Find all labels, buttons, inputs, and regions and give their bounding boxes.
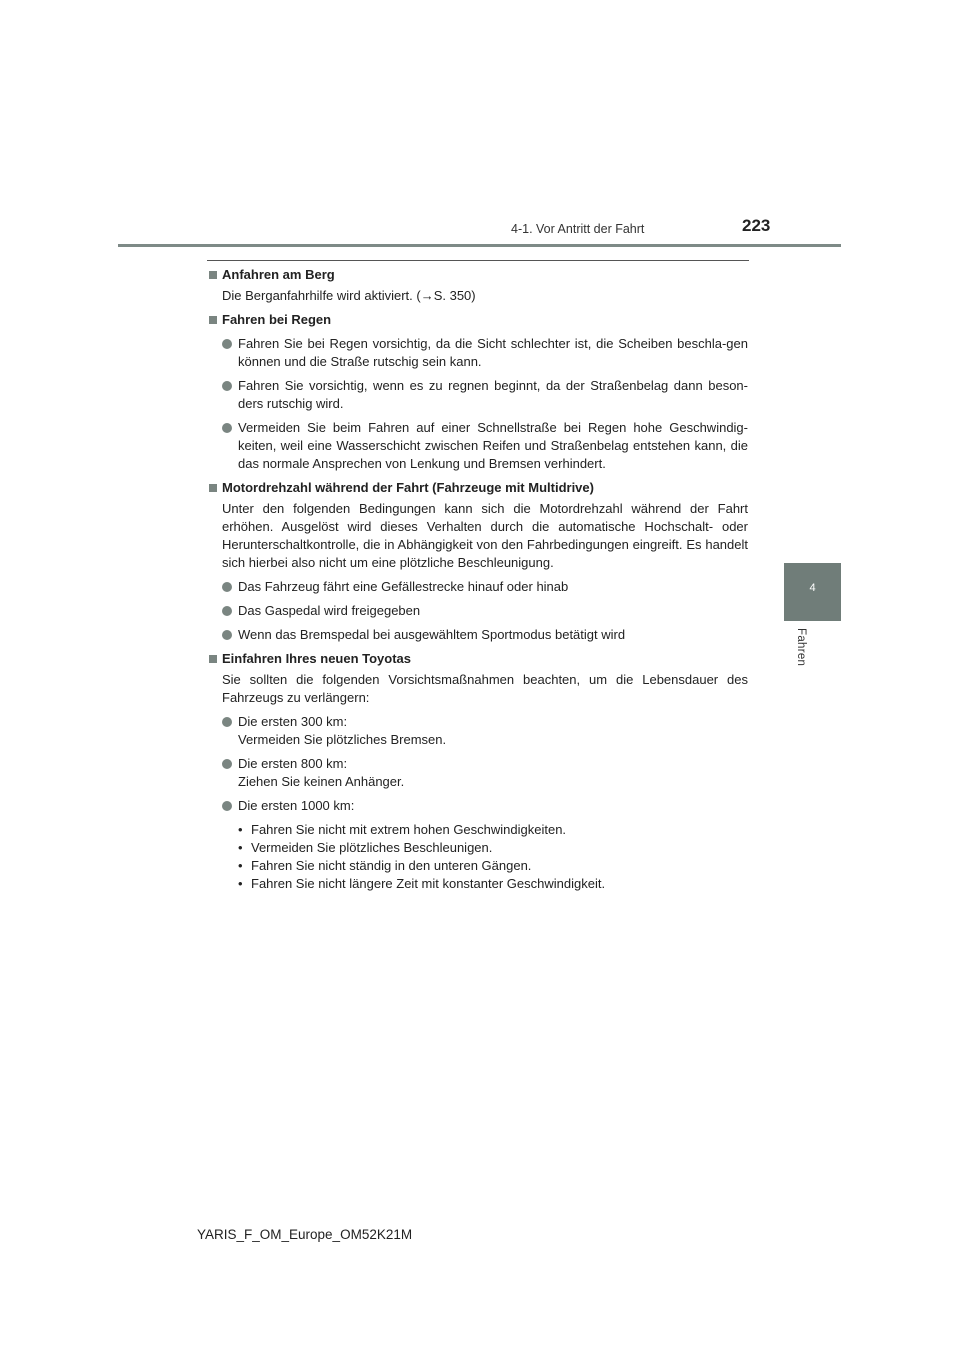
section-heading: 4-1. Vor Antritt der Fahrt — [511, 222, 645, 236]
sub-list-item: • Vermeiden Sie plötzliches Beschleunigen. — [238, 840, 493, 855]
sub-list-item: • Fahren Sie nicht mit extrem hohen Geschwindigkeiten. — [238, 822, 567, 837]
circle-bullet-icon — [222, 759, 232, 769]
circle-bullet-icon — [222, 630, 232, 640]
chapter-tab — [784, 563, 841, 621]
list-item: Fahren Sie vorsichtig, wenn es zu regnen beginnt, da der Straßenbelag dann beson-ders rutschig wird. — [222, 377, 748, 413]
header-divider — [118, 244, 841, 247]
paragraph: Die Berganfahrhilfe wird aktiviert. (→S. 350) — [222, 288, 476, 303]
page-number: 223 — [742, 216, 771, 235]
document-code: YARIS_F_OM_Europe_OM52K21M — [197, 1227, 413, 1242]
section-title: Fahren bei Regen — [207, 311, 748, 329]
section-hill-start — [207, 266, 748, 305]
list-item: Die ersten 800 km: Ziehen Sie keinen Anhänger. — [222, 755, 748, 791]
circle-bullet-icon — [222, 381, 232, 391]
list-item: Die ersten 300 km: Vermeiden Sie plötzliches Bremsen. — [222, 713, 748, 749]
list-item: Das Fahrzeug fährt eine Gefällestrecke hinauf oder hinab — [222, 578, 748, 596]
content-divider — [207, 260, 749, 261]
paragraph: Sie sollten die folgenden Vorsichtsmaßnahmen beachten, um die Lebensdauer des Fahrzeugs zu verlängern: — [222, 672, 748, 705]
chapter-label: Fahren — [795, 628, 807, 667]
section-break-in — [207, 650, 748, 893]
page-content — [207, 266, 748, 893]
square-bullet-icon — [209, 484, 217, 492]
paragraph: Unter den folgenden Bedingungen kann sich die Motordrehzahl während der Fahrt erhöhen. Ausgelöst wird dieses Verhalten durch die automatische Hochschalt- oder Herunterschaltkontrolle, die in Abhängigkeit von den Fahrbedingungen eingreift. Es handelt sich hierbei also nicht um eine plötzliche Beschleunigung. — [222, 501, 748, 570]
square-bullet-icon — [209, 655, 217, 663]
circle-bullet-icon — [222, 423, 232, 433]
sub-list-item: • Fahren Sie nicht ständig in den unteren Gängen. — [238, 858, 532, 873]
list-item: Die ersten 1000 km: — [222, 797, 748, 815]
list-item: Wenn das Bremspedal bei ausgewähltem Sportmodus betätigt wird — [222, 626, 748, 644]
circle-bullet-icon — [222, 606, 232, 616]
square-bullet-icon — [209, 271, 217, 279]
section-title: Einfahren Ihres neuen Toyotas — [207, 650, 748, 668]
circle-bullet-icon — [222, 717, 232, 727]
list-item: Vermeiden Sie beim Fahren auf einer Schnellstraße bei Regen hohe Geschwindig-keiten, weil eine Wasserschicht zwischen Reifen und Straßenbelag entstehen kann, die das normale Ansprechen von Lenkung und Bremsen verhindert. — [222, 419, 748, 473]
square-bullet-icon — [209, 316, 217, 324]
section-engine-speed — [207, 479, 748, 644]
circle-bullet-icon — [222, 339, 232, 349]
sub-list-item: • Fahren Sie nicht längere Zeit mit konstanter Geschwindigkeit. — [238, 876, 606, 891]
chapter-number: 4 — [809, 582, 816, 594]
section-title: Anfahren am Berg — [207, 266, 748, 284]
section-title: Motordrehzahl während der Fahrt (Fahrzeuge mit Multidrive) — [207, 479, 748, 497]
section-rain-driving — [207, 311, 748, 473]
list-item: Fahren Sie bei Regen vorsichtig, da die Sicht schlechter ist, die Scheiben beschla-gen können und die Straße rutschig sein kann. — [222, 335, 748, 371]
circle-bullet-icon — [222, 582, 232, 592]
list-item: Das Gaspedal wird freigegeben — [222, 602, 748, 620]
circle-bullet-icon — [222, 801, 232, 811]
sub-list — [238, 821, 748, 893]
